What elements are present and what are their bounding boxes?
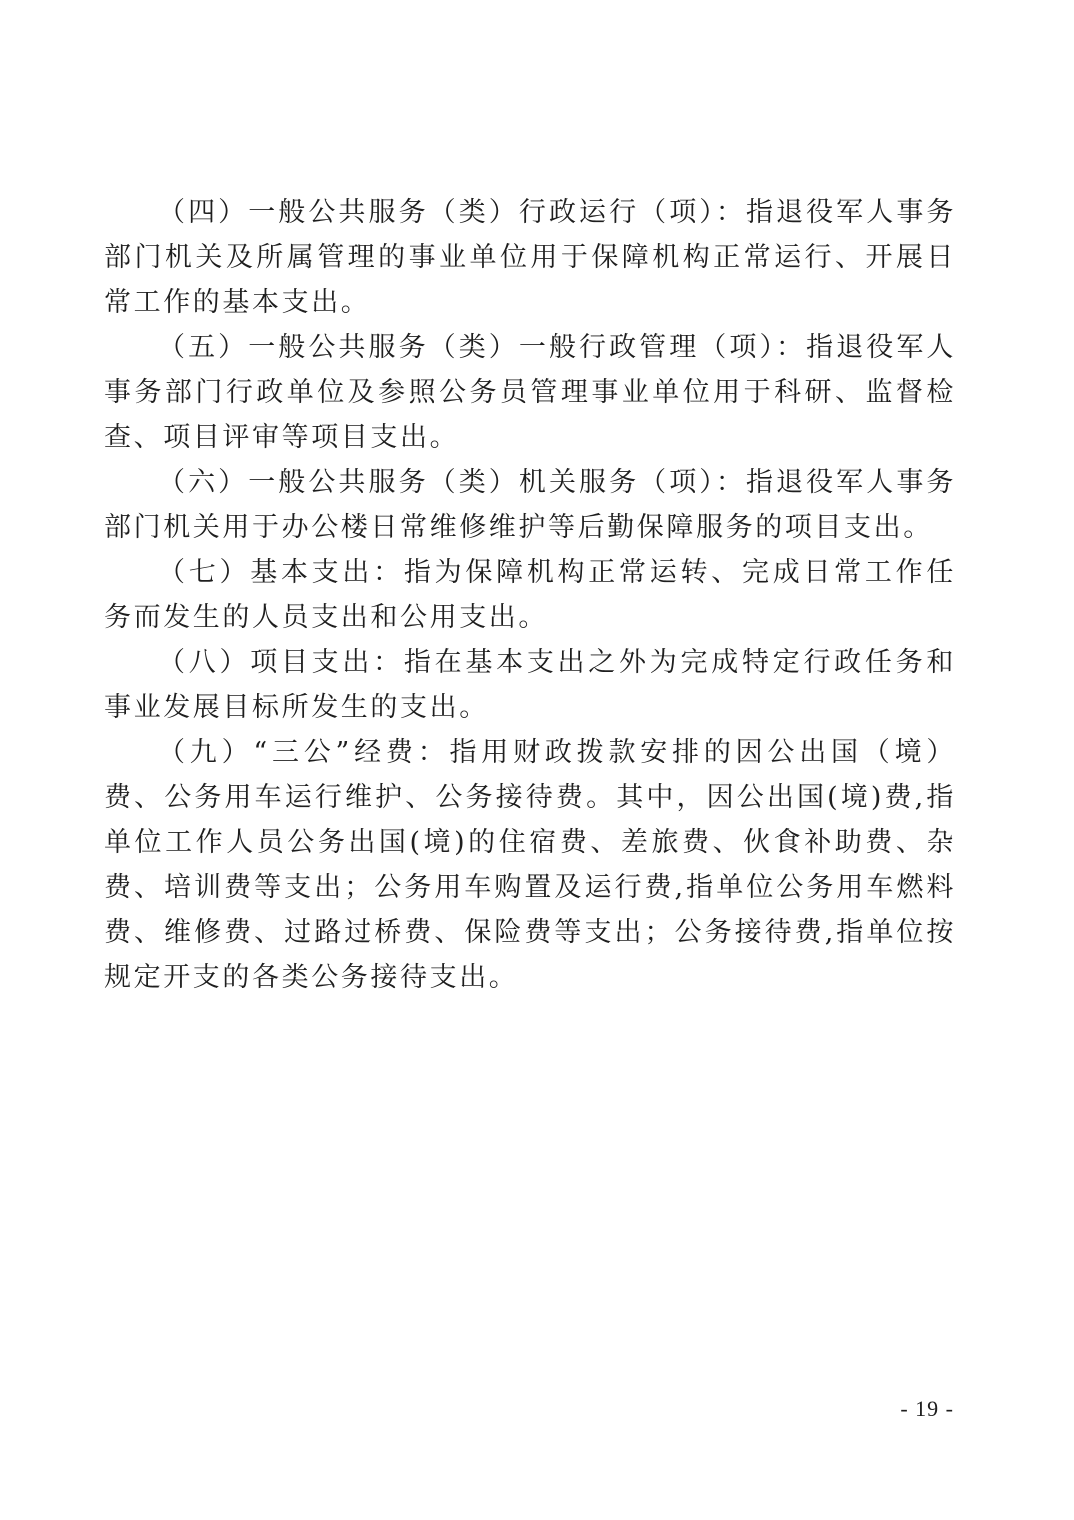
paragraph-item-6: （六）一般公共服务（类）机关服务（项）：指退役军人事务部门机关用于办公楼日常维修维护等后勤保障服务的项目支出。 bbox=[104, 467, 956, 543]
body-text bbox=[104, 190, 956, 1000]
paragraph-item-5: （五）一般公共服务（类）一般行政管理（项）：指退役军人事务部门行政单位及参照公务员管理事业单位用于科研、监督检查、项目评审等项目支出。 bbox=[104, 332, 956, 453]
paragraph-item-9: （九）“三公”经费：指用财政拨款安排的因公出国（境）费、公务用车运行维护、公务接待费。其中，因公出国(境)费,指单位工作人员公务出国(境)的住宿费、差旅费、伙食补助费、杂费、培训费等支出；公务用车购置及运行费,指单位公务用车燃料费、维修费、过路过桥费、保险费等支出；公务接待费,指单位按规定开支的各类公务接待支出。 bbox=[104, 737, 956, 993]
paragraph-item-8: （八）项目支出：指在基本支出之外为完成特定行政任务和事业发展目标所发生的支出。 bbox=[104, 647, 956, 723]
page-number: - 19 - bbox=[900, 1396, 954, 1421]
paragraph-item-7: （七）基本支出：指为保障机构正常运转、完成日常工作任务而发生的人员支出和公用支出。 bbox=[104, 557, 956, 633]
paragraph-item-4: （四）一般公共服务（类）行政运行（项）：指退役军人事务部门机关及所属管理的事业单位用于保障机构正常运行、开展日常工作的基本支出。 bbox=[104, 197, 956, 318]
